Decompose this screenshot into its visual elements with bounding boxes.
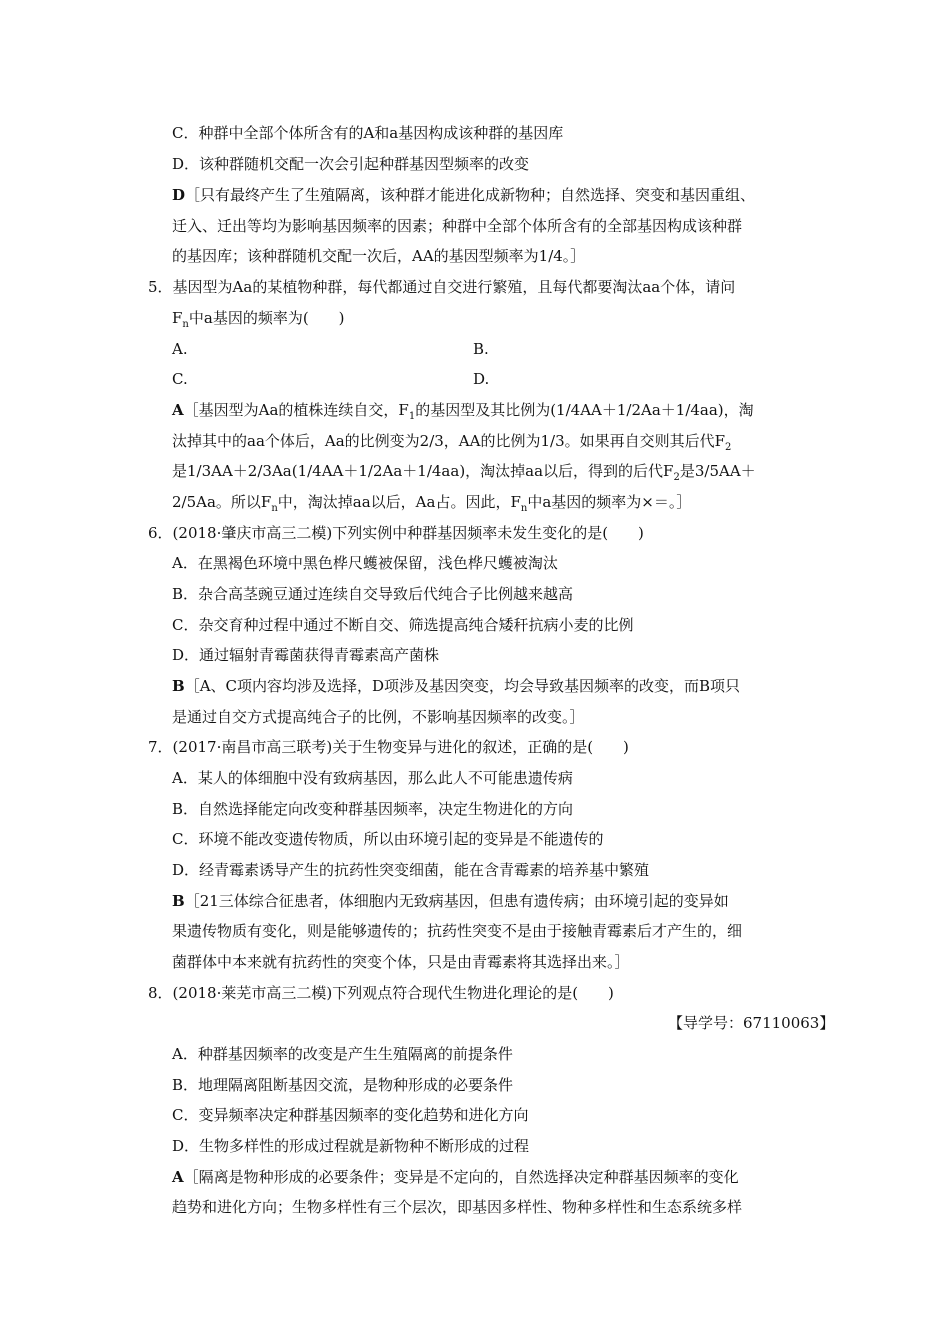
q6-explanation-line-2: 是通过自交方式提高纯合子的比例，不影响基因频率的改变。］: [172, 708, 585, 726]
q7-stem: 7．(2017·南昌市高三联考)关于生物变异与进化的叙述，正确的是( ): [148, 738, 629, 756]
q4-option-c: C．种群中全部个体所含有的A和a基因构成该种群的基因库: [172, 124, 564, 142]
q7-explanation-line-3: 菌群体中本来就有抗药性的突变个体，只是由青霉素将其选择出来。］: [172, 953, 630, 971]
q7-option-a: A．某人的体细胞中没有致病基因，那么此人不可能患遗传病: [172, 769, 573, 787]
q5-option-b: B.: [473, 340, 489, 358]
q7-explanation-line-1: B［21三体综合征患者，体细胞内无致病基因，但患有遗传病；由环境引起的变异如: [172, 892, 729, 910]
q4-option-d: D．该种群随机交配一次会引起种群基因型频率的改变: [172, 155, 530, 173]
q4-answer: D: [172, 186, 186, 204]
q8-stem: 8．(2018·莱芜市高三二模)下列观点符合现代生物进化理论的是( ): [148, 984, 614, 1002]
q5-explanation-line-4: 2/5Aa。所以$F_n$中，淘汰掉aa以后，Aa占。因此，$F_n$中a基因的频率为×＝。］: [172, 493, 692, 514]
q7-option-b: B．自然选择能定向改变种群基因频率，决定生物进化的方向: [172, 800, 574, 818]
q8-guide-number: 【导学号：67110063】: [668, 1014, 835, 1032]
q7-explanation-line-2: 果遗传物质有变化，则是能够遗传的；抗药性突变不是由于接触青霉素后才产生的，细: [172, 922, 743, 940]
q7-option-d: D．经青霉素诱导产生的抗药性突变细菌，能在含青霉素的培养基中繁殖: [172, 861, 650, 879]
q7-option-c: C．环境不能改变遗传物质，所以由环境引起的变异是不能遗传的: [172, 830, 604, 848]
q6-answer: B: [172, 677, 185, 695]
q5-option-a: A.: [172, 340, 188, 358]
q8-option-a: A．种群基因频率的改变是产生生殖隔离的前提条件: [172, 1045, 513, 1063]
q5-option-d: D.: [473, 370, 490, 388]
q8-option-c: C．变异频率决定种群基因频率的变化趋势和进化方向: [172, 1106, 529, 1124]
q5-stem-line-1: 5．基因型为Aa的某植物种群，每代都通过自交进行繁殖，且每代都要淘汰aa个体，请问: [148, 278, 736, 296]
q4-explanation-line-3: 的基因库；该种群随机交配一次后，AA的基因型频率为1/4。］: [172, 247, 586, 265]
q5-stem-line-2: $F_n$中a基因的频率为( ): [172, 309, 345, 330]
q6-explanation-line-1: B［A、C项内容均涉及选择，D项涉及基因突变，均会导致基因频率的改变，而B项只: [172, 677, 741, 695]
q4-explanation-line-2: 迁入、迁出等均为影响基因频率的因素；种群中全部个体所含有的全部基因构成该种群: [172, 217, 743, 235]
q5-explanation-line-1: A［基因型为Aa的植株连续自交，$F_1$的基因型及其比例为(1/4AA＋1/2Aa＋1/4aa)，淘: [172, 401, 754, 422]
q5-answer: A: [172, 401, 184, 419]
q8-option-b: B．地理隔离阻断基因交流，是物种形成的必要条件: [172, 1076, 514, 1094]
q8-option-d: D．生物多样性的形成过程就是新物种不断形成的过程: [172, 1137, 530, 1155]
q5-explanation-line-3: 是1/3AA＋2/3Aa(1/4AA＋1/2Aa＋1/4aa)，淘汰掉aa以后，得到的后代$F_2$是3/5AA＋: [172, 462, 756, 483]
q8-explanation-line-2: 趋势和进化方向；生物多样性有三个层次，即基因多样性、物种多样性和生态系统多样: [172, 1198, 743, 1216]
q6-option-b: B．杂合高茎豌豆通过连续自交导致后代纯合子比例越来越高: [172, 585, 574, 603]
q4-explanation-line-1: D［只有最终产生了生殖隔离，该种群才能进化成新物种；自然选择、突变和基因重组、: [172, 186, 756, 204]
q8-explanation-line-1: A［隔离是物种形成的必要条件；变异是不定向的，自然选择决定种群基因频率的变化: [172, 1168, 739, 1186]
q6-option-c: C．杂交育种过程中通过不断自交、筛选提高纯合矮秆抗病小麦的比例: [172, 616, 634, 634]
q8-answer: A: [172, 1168, 184, 1186]
q5-explanation-line-2: 汰掉其中的aa个体后，Aa的比例变为2/3，AA的比例为1/3。如果再自交则其后代$F_2$: [172, 432, 732, 453]
q6-stem: 6．(2018·肇庆市高三二模)下列实例中种群基因频率未发生变化的是( ): [148, 524, 644, 542]
q5-option-c: C.: [172, 370, 188, 388]
q6-option-a: A．在黑褐色环境中黑色桦尺蠖被保留，浅色桦尺蠖被淘汰: [172, 554, 558, 572]
q7-answer: B: [172, 892, 185, 910]
q6-option-d: D．通过辐射青霉菌获得青霉素高产菌株: [172, 646, 440, 664]
